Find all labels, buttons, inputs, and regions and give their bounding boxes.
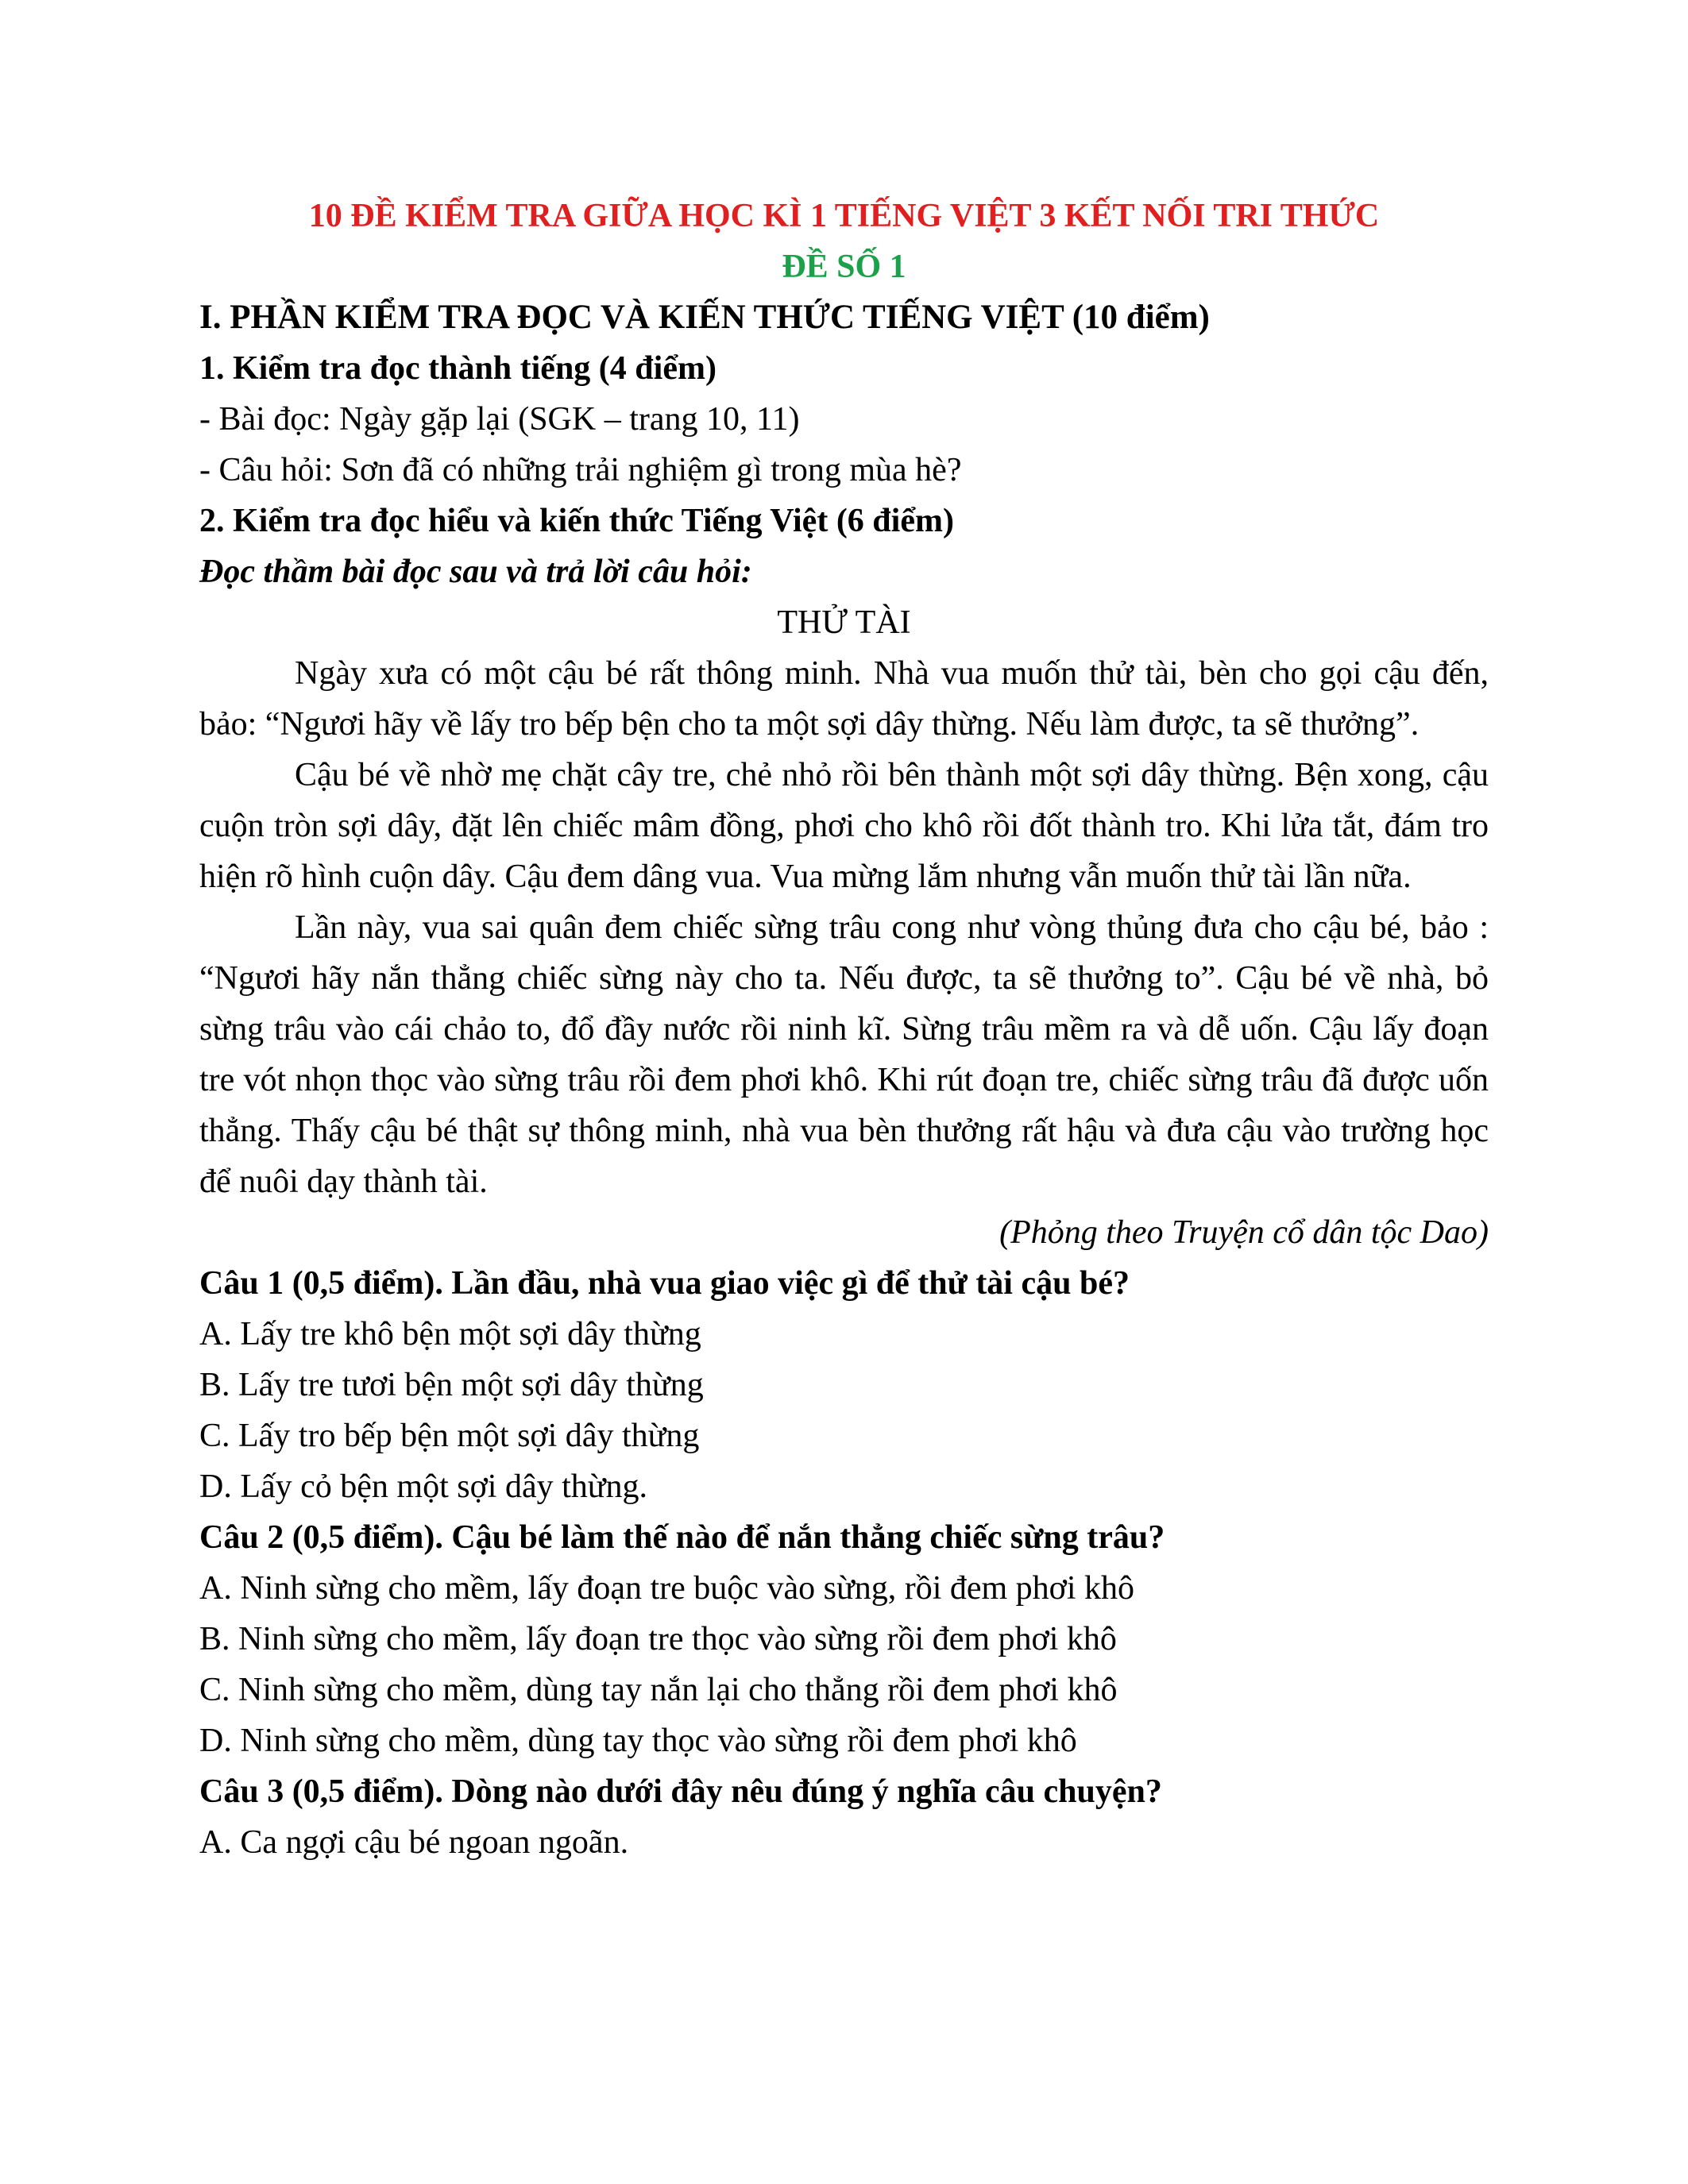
question-2-option-a: A. Ninh sừng cho mềm, lấy đoạn tre buộc vào sừng, rồi đem phơi khô — [199, 1570, 1135, 1607]
reading-paragraph: Lần này, vua sai quân đem chiếc sừng trâu cong như vòng thủng đưa cho cậu bé, bảo : “Ngươi hãy nắn thẳng chiếc sừng này cho ta. Nếu được, ta sẽ thưởng to”. Cậu bé về nhà, bỏ sừng trâu vào cái chảo to, đổ đầy nước rồi ninh kĩ. Sừng trâu mềm ra và dễ uốn. Cậu lấy đoạn tre vót nhọn thọc vào sừng trâu rồi đem phơi khô. Khi rút đoạn tre, chiếc sừng trâu đã được uốn thẳng. Thấy cậu bé thật sự thông minh, nhà vua bèn thưởng rất hậu và đưa cậu vào trường học để nuôi dạy thành tài. — [199, 909, 1489, 1200]
part1-heading: 1. Kiểm tra đọc thành tiếng (4 điểm) — [199, 350, 717, 387]
exam-number: ĐỀ SỐ 1 — [782, 249, 906, 285]
reading-paragraph: Ngày xưa có một cậu bé rất thông minh. Nhà vua muốn thử tài, bèn cho gọi cậu đến, bảo: “Ngươi hãy về lấy tro bếp bện cho ta một sợi dây thừng. Nếu làm được, ta sẽ thưởng”. — [199, 655, 1489, 743]
document-page — [199, 191, 1489, 1868]
reading-paragraph: Cậu bé về nhờ mẹ chặt cây tre, chẻ nhỏ rồi bên thành một sợi dây thừng. Bện xong, cậu cuộn tròn sợi dây, đặt lên chiếc mâm đồng, phơi cho khô rồi đốt thành tro. Khi lửa tắt, đám tro hiện rõ hình cuộn dây. Cậu đem dâng vua. Vua mừng lắm nhưng vẫn muốn thử tài lần nữa. — [199, 757, 1489, 895]
section-heading: I. PHẦN KIỂM TRA ĐỌC VÀ KIẾN THỨC TIẾNG VIỆT (10 điểm) — [199, 299, 1210, 336]
question-3-option-a: A. Ca ngợi cậu bé ngoan ngoãn. — [199, 1824, 629, 1861]
reading-question: - Câu hỏi: Sơn đã có những trải nghiệm gì trong mùa hè? — [199, 452, 962, 488]
question-3: Câu 3 (0,5 điểm). Dòng nào dưới đây nêu đúng ý nghĩa câu chuyện? — [199, 1773, 1162, 1810]
question-1-option-a: A. Lấy tre khô bện một sợi dây thừng — [199, 1316, 701, 1352]
question-2: Câu 2 (0,5 điểm). Cậu bé làm thế nào để nắn thẳng chiếc sừng trâu? — [199, 1519, 1165, 1556]
part2-instruction: Đọc thầm bài đọc sau và trả lời câu hỏi: — [199, 554, 752, 590]
question-2-option-b: B. Ninh sừng cho mềm, lấy đoạn tre thọc vào sừng rồi đem phơi khô — [199, 1621, 1117, 1657]
part2-heading: 2. Kiểm tra đọc hiểu và kiến thức Tiếng Việt (6 điểm) — [199, 503, 954, 539]
question-1-option-b: B. Lấy tre tươi bện một sợi dây thừng — [199, 1367, 704, 1403]
reading-title: THỬ TÀI — [777, 604, 911, 641]
question-1-option-d: D. Lấy cỏ bện một sợi dây thừng. — [199, 1468, 648, 1505]
question-1-option-c: C. Lấy tro bếp bện một sợi dây thừng — [199, 1418, 700, 1454]
reading-assignment: - Bài đọc: Ngày gặp lại (SGK – trang 10, 11) — [199, 401, 800, 438]
question-2-option-c: C. Ninh sừng cho mềm, dùng tay nắn lại cho thẳng rồi đem phơi khô — [199, 1672, 1118, 1708]
question-2-option-d: D. Ninh sừng cho mềm, dùng tay thọc vào sừng rồi đem phơi khô — [199, 1723, 1077, 1759]
document-title: 10 ĐỀ KIỂM TRA GIỮA HỌC KÌ 1 TIẾNG VIỆT 3 KẾT NỐI TRI THỨC — [308, 198, 1380, 234]
reading-source: (Phỏng theo Truyện cổ dân tộc Dao) — [999, 1214, 1489, 1251]
question-1: Câu 1 (0,5 điểm). Lần đầu, nhà vua giao việc gì để thử tài cậu bé? — [199, 1265, 1130, 1302]
